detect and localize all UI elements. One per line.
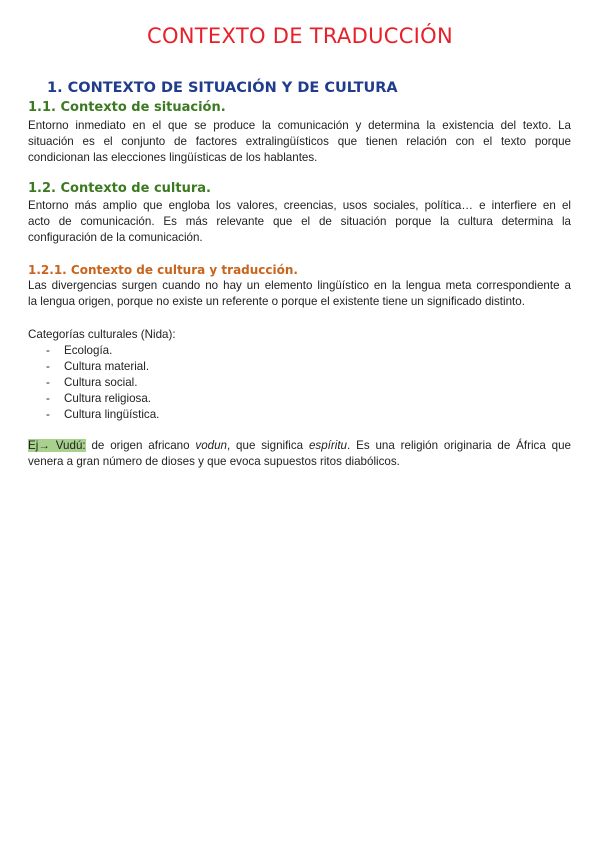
bullet-dash: -	[46, 376, 50, 389]
paragraph-line	[28, 438, 571, 454]
subsection-heading-situacion: 1.1. Contexto de situación.	[28, 100, 226, 115]
paragraph-line: situación es el conjunto de factores extralingüísticos que tienen relación con el texto porque	[28, 135, 571, 148]
example-text: , que significa	[226, 439, 309, 452]
list-item	[28, 359, 176, 375]
example-text: . Es una religión originaria de África que	[347, 439, 571, 452]
list-item-label: Cultura material.	[64, 360, 150, 373]
example-term: vodun	[195, 439, 227, 452]
example-term: espíritu	[308, 439, 348, 452]
categories-caption: Categorías culturales (Nida):	[28, 328, 176, 341]
page-title: CONTEXTO DE TRADUCCIÓN	[147, 24, 453, 48]
example-paragraph	[28, 438, 571, 470]
section-heading: 1. CONTEXTO DE SITUACIÓN Y DE CULTURA	[47, 80, 398, 96]
list-item	[28, 375, 176, 391]
bullet-dash: -	[46, 392, 50, 405]
paragraph-line: la lengua origen, porque no existe un referente o porque el existente tiene un significado distinto.	[28, 295, 525, 308]
list-item-label: Cultura social.	[64, 376, 138, 389]
paragraph-cultura	[28, 198, 571, 246]
bullet-dash: -	[46, 360, 50, 373]
list-item-label: Cultura lingüística.	[64, 408, 160, 421]
example-text: de origen africano	[85, 439, 196, 452]
paragraph-situacion	[28, 118, 571, 166]
paragraph-line: Entorno inmediato en el que se produce la comunicación y determina la existencia del texto. La	[28, 119, 571, 132]
example-highlight: Ej→ Vudú:	[28, 439, 86, 452]
bullet-dash: -	[46, 344, 50, 357]
list-item	[28, 391, 176, 407]
paragraph-traduccion	[28, 278, 571, 310]
paragraph-line: condicionan las elecciones lingüísticas de los hablantes.	[28, 151, 318, 164]
paragraph-line: acto de comunicación. Es más relevante que el de situación porque la cultura determina la	[28, 215, 571, 228]
paragraph-line: Las divergencias surgen cuando no hay un elemento lingüístico en la lengua meta correspondiente a	[28, 279, 571, 292]
list-item-label: Cultura religiosa.	[64, 392, 151, 405]
paragraph-line: configuración de la comunicación.	[28, 231, 203, 244]
subsubsection-heading-traduccion: 1.2.1. Contexto de cultura y traducción.	[28, 263, 298, 277]
categories-list	[28, 327, 176, 423]
list-item-label: Ecología.	[64, 344, 113, 357]
list-item	[28, 343, 176, 359]
bullet-dash: -	[46, 408, 50, 421]
subsection-heading-cultura: 1.2. Contexto de cultura.	[28, 181, 211, 196]
paragraph-line: Entorno más amplio que engloba los valores, creencias, usos sociales, política… e interfiere en el	[28, 199, 571, 212]
paragraph-line: venera a gran número de dioses y que evoca supuestos ritos diabólicos.	[28, 455, 400, 468]
list-item	[28, 407, 176, 423]
